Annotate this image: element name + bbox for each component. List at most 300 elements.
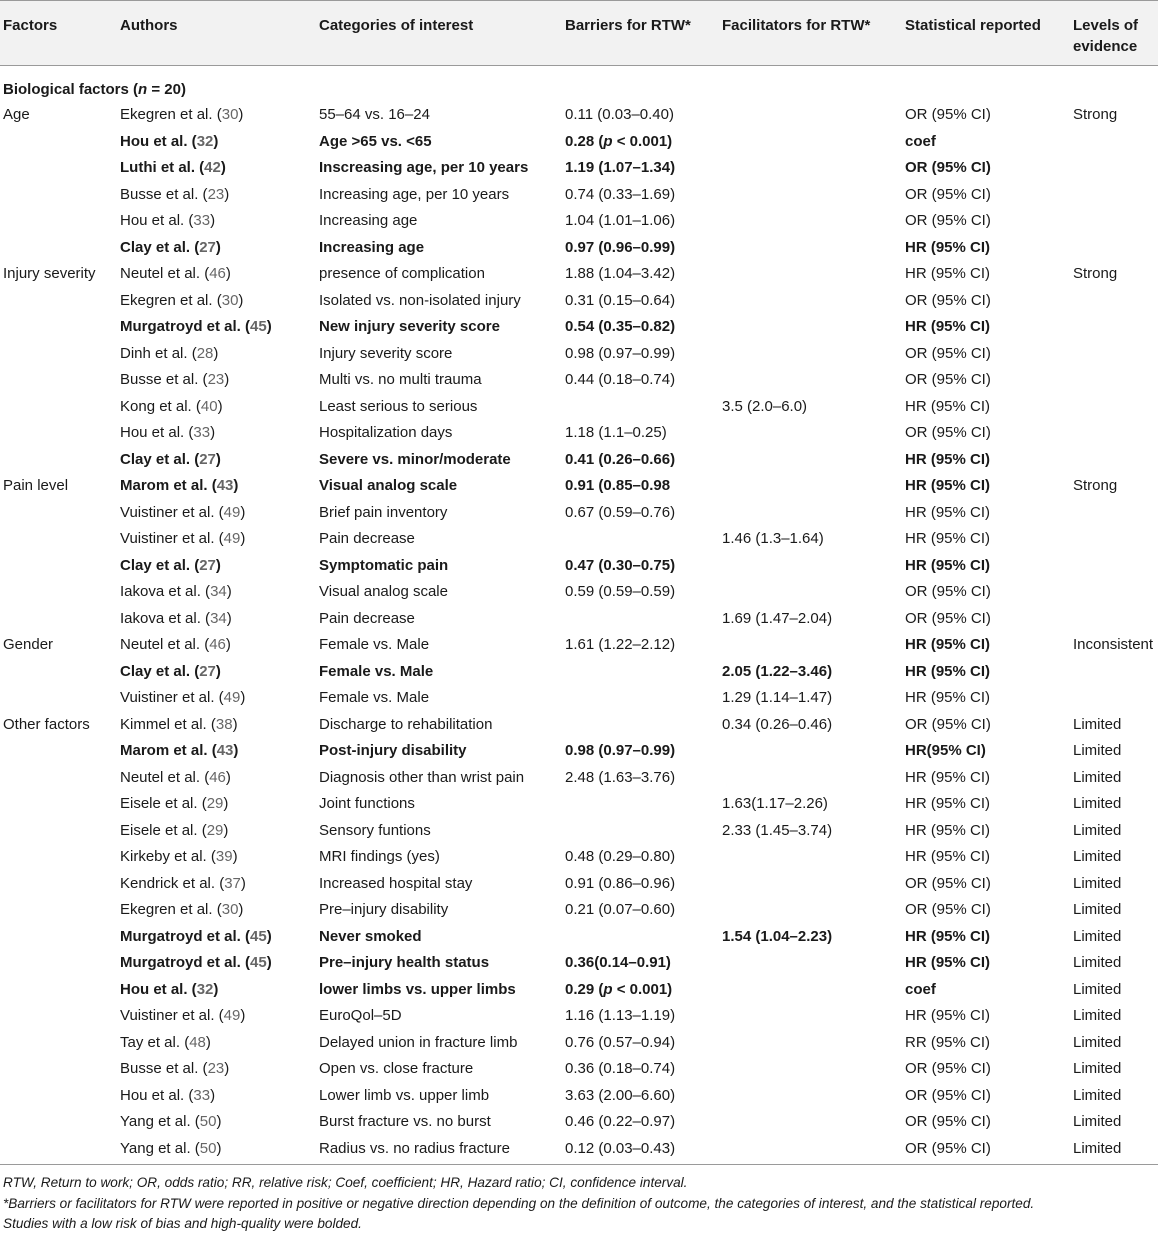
table-row (0, 578, 1158, 605)
factor-cell: Gender (3, 636, 54, 653)
statistic-cell: HR (95% CI) (905, 768, 991, 786)
category-cell: Pre–injury disability (319, 901, 449, 918)
statistic-cell: OR (95% CI) (905, 159, 991, 176)
author-cell: Vuistiner et al. (49) (120, 689, 246, 706)
table-row (0, 737, 1158, 764)
author-cell: Murgatroyd et al. (45) (120, 927, 272, 945)
reference-link[interactable]: 29 (206, 795, 224, 812)
author-name: Clay et al. (120, 556, 191, 574)
table-row (0, 658, 1158, 685)
category-cell: Injury severity score (319, 344, 453, 362)
statistic-cell: OR (95% CI) (905, 344, 991, 362)
barrier-cell: 1.61 (1.22–2.12) (565, 636, 676, 653)
author-name: Neutel et al. (120, 768, 201, 786)
statistic-cell: HR (95% CI) (905, 238, 991, 256)
category-cell: Age >65 vs. <65 (319, 132, 432, 150)
table-row (0, 764, 1158, 791)
table-row (0, 1029, 1158, 1056)
author-cell: Hou et al. (32) (120, 980, 219, 998)
evidence-level-cell: Limited (1073, 848, 1122, 865)
author-cell: Dinh et al. (28) (120, 344, 219, 362)
reference-link[interactable]: 27 (199, 238, 216, 256)
author-name: Hou et al. (120, 132, 188, 150)
barrier-cell: 0.54 (0.35–0.82) (565, 318, 676, 335)
barrier-cell: 1.04 (1.01–1.06) (565, 212, 676, 229)
author-cell: Vuistiner et al. (49) (120, 530, 246, 547)
evidence-level-cell: Limited (1073, 795, 1122, 812)
category-cell: Brief pain inventory (319, 503, 448, 521)
category-cell: Discharge to rehabilitation (319, 715, 493, 733)
facilitator-cell: 2.33 (1.45–3.74) (722, 821, 833, 839)
table-row (0, 340, 1158, 367)
evidence-level-cell: Limited (1073, 715, 1122, 733)
footnote-bolded: Studies with a low risk of bias and high-quality were bolded. (3, 1216, 362, 1231)
table-row (0, 923, 1158, 950)
author-cell: Marom et al. (43) (120, 742, 239, 759)
author-cell: Clay et al. (27) (120, 450, 221, 468)
table-row (0, 605, 1158, 632)
reference-link[interactable]: 40 (200, 397, 218, 415)
category-cell: Burst fracture vs. no burst (319, 1113, 491, 1130)
statistic-cell: HR (95% CI) (905, 397, 991, 415)
author-cell: Hou et al. (33) (120, 424, 216, 441)
reference-link[interactable]: 50 (199, 1139, 217, 1157)
category-cell: Female vs. Male (319, 636, 430, 653)
author-name: Hou et al. (120, 980, 188, 998)
barrier-cell: 0.48 (0.29–0.80) (565, 848, 676, 865)
header-statistical: Statistical reported (905, 17, 1041, 34)
facilitator-cell: 1.69 (1.47–2.04) (722, 609, 833, 627)
author-name: Busse et al. (120, 1060, 199, 1077)
statistic-cell: OR (95% CI) (905, 424, 991, 441)
statistic-cell: OR (95% CI) (905, 185, 991, 203)
evidence-level-cell: Strong (1073, 106, 1118, 123)
reference-link[interactable]: 49 (223, 530, 241, 547)
evidence-level-cell: Limited (1073, 821, 1122, 839)
table-row (0, 393, 1158, 420)
category-cell: Hospitalization days (319, 424, 453, 441)
reference-link[interactable]: 34 (210, 609, 227, 627)
author-name: Vuistiner et al. (120, 503, 215, 521)
evidence-level-cell: Limited (1073, 768, 1122, 786)
reference-link[interactable]: 28 (196, 344, 214, 362)
barrier-cell: 2.48 (1.63–3.76) (565, 768, 676, 786)
author-cell: Busse et al. (23) (120, 185, 230, 203)
table-row (0, 472, 1158, 499)
statistic-cell: OR (95% CI) (905, 1086, 991, 1104)
author-cell: Luthi et al. (42) (120, 159, 226, 176)
barrier-cell: 0.31 (0.15–0.64) (565, 291, 676, 309)
table-row (0, 684, 1158, 711)
statistic-cell: HR (95% CI) (905, 503, 991, 521)
barrier-cell: 0.76 (0.57–0.94) (565, 1033, 676, 1051)
author-name: Murgatroyd et al. (120, 954, 241, 971)
category-cell: Pain decrease (319, 609, 415, 627)
category-cell: Severe vs. minor/moderate (319, 450, 511, 468)
table-row (0, 711, 1158, 738)
barrier-cell: 1.16 (1.13–1.19) (565, 1007, 676, 1024)
barrier-cell: 0.98 (0.97–0.99) (565, 742, 676, 759)
reference-link[interactable]: 45 (250, 318, 267, 335)
factor-cell: Injury severity (3, 265, 96, 282)
barrier-cell: 0.41 (0.26–0.66) (565, 450, 676, 468)
author-cell: Clay et al. (27) (120, 556, 221, 574)
statistic-cell: OR (95% CI) (905, 609, 991, 627)
table-row (0, 101, 1158, 128)
statistic-cell: HR (95% CI) (905, 821, 991, 839)
author-name: Eisele et al. (120, 795, 198, 812)
statistic-cell: OR (95% CI) (905, 715, 991, 733)
statistic-cell: HR (95% CI) (905, 689, 991, 706)
reference-link[interactable]: 46 (209, 768, 226, 786)
facilitator-cell: 1.29 (1.14–1.47) (722, 689, 833, 706)
reference-link[interactable]: 27 (199, 662, 216, 680)
statistic-cell: HR (95% CI) (905, 450, 991, 468)
table-header (0, 0, 1158, 66)
table-row (0, 313, 1158, 340)
category-cell: Open vs. close fracture (319, 1060, 474, 1077)
table-row (0, 525, 1158, 552)
author-cell: Ekegren et al. (30) (120, 291, 244, 309)
barrier-cell: 0.59 (0.59–0.59) (565, 583, 676, 600)
statistic-cell: OR (95% CI) (905, 106, 991, 123)
author-cell: Vuistiner et al. (49) (120, 1007, 246, 1024)
statistic-cell: HR (95% CI) (905, 662, 991, 680)
category-cell: MRI findings (yes) (319, 848, 440, 865)
category-cell: presence of complication (319, 265, 485, 282)
facilitator-cell: 0.34 (0.26–0.46) (722, 715, 833, 733)
barrier-cell: 0.74 (0.33–1.69) (565, 185, 676, 203)
evidence-level-cell: Strong (1073, 265, 1118, 282)
author-name: Hou et al. (120, 212, 185, 229)
category-cell: Least serious to serious (319, 397, 478, 415)
reference-link[interactable]: 27 (199, 450, 216, 468)
reference-link[interactable]: 34 (210, 583, 227, 600)
category-cell: Increased hospital stay (319, 874, 473, 892)
table-row (0, 976, 1158, 1003)
barrier-cell: 0.97 (0.96–0.99) (565, 238, 676, 256)
evidence-level-cell: Limited (1073, 1033, 1122, 1051)
reference-link[interactable]: 30 (221, 106, 239, 123)
author-name: Kendrick et al. (120, 874, 216, 892)
barrier-cell: 1.18 (1.1–0.25) (565, 424, 667, 441)
barrier-cell: 0.98 (0.97–0.99) (565, 344, 676, 362)
footnote-direction: *Barriers or facilitators for RTW were reported in positive or negative direction depending on the definition of outcome, the categories of interest, and the statistical reported. (3, 1196, 1035, 1211)
header-factors: Factors (3, 17, 58, 34)
statistic-cell: OR (95% CI) (905, 874, 991, 892)
reference-link[interactable]: 33 (193, 1086, 211, 1104)
author-name: Clay et al. (120, 662, 191, 680)
barrier-cell: 0.21 (0.07–0.60) (565, 901, 676, 918)
table-row (0, 949, 1158, 976)
author-cell: Neutel et al. (46) (120, 768, 231, 786)
author-name: Yang et al. (120, 1113, 191, 1130)
table-row (0, 870, 1158, 897)
barrier-cell: 0.91 (0.85–0.98 (565, 477, 671, 494)
author-cell: Hou et al. (33) (120, 212, 216, 229)
reference-link[interactable]: 39 (215, 848, 233, 865)
section-label-pre: Biological factors ( (3, 81, 139, 98)
barrier-cell: 0.36 (0.18–0.74) (565, 1060, 676, 1077)
author-cell: Neutel et al. (46) (120, 265, 231, 282)
author-cell: Ekegren et al. (30) (120, 106, 244, 123)
author-cell: Yang et al. (50) (120, 1139, 222, 1157)
author-name: Eisele et al. (120, 821, 198, 839)
reference-link[interactable]: 38 (215, 715, 233, 733)
author-name: Yang et al. (120, 1139, 191, 1157)
header-categories: Categories of interest (319, 17, 474, 34)
author-name: Kimmel et al. (120, 715, 207, 733)
author-cell: Vuistiner et al. (49) (120, 503, 246, 521)
evidence-level-cell: Inconsistent (1073, 636, 1154, 653)
table-row (0, 1135, 1158, 1162)
category-cell: Radius vs. no radius fracture (319, 1139, 510, 1157)
header-authors: Authors (120, 17, 178, 34)
author-name: Vuistiner et al. (120, 689, 215, 706)
header-facilitators: Facilitators for RTW* (722, 17, 871, 34)
category-cell: Delayed union in fracture limb (319, 1033, 518, 1051)
author-cell: Tay et al. (48) (120, 1033, 211, 1051)
section-title (3, 81, 186, 98)
reference-link[interactable]: 23 (207, 185, 225, 203)
author-name: Hou et al. (120, 424, 185, 441)
table-row (0, 817, 1158, 844)
reference-link[interactable]: 32 (196, 980, 214, 998)
category-cell: Post-injury disability (319, 742, 467, 759)
reference-link[interactable]: 23 (207, 371, 225, 388)
author-name: Neutel et al. (120, 636, 201, 653)
reference-link[interactable]: 27 (199, 556, 216, 574)
barrier-cell: 0.44 (0.18–0.74) (565, 371, 676, 388)
statistic-cell: OR (95% CI) (905, 371, 991, 388)
table-row (0, 843, 1158, 870)
table-row (0, 1055, 1158, 1082)
author-cell: Eisele et al. (29) (120, 821, 229, 839)
table-row (0, 207, 1158, 234)
header-levels-line1: Levels of (1073, 17, 1139, 34)
bottom-rule (0, 1164, 1158, 1165)
statistic-cell: HR(95% CI) (905, 742, 986, 759)
statistic-cell: HR (95% CI) (905, 927, 991, 945)
statistic-cell: OR (95% CI) (905, 1113, 991, 1130)
category-cell: Female vs. Male (319, 689, 430, 706)
factor-cell: Other factors (3, 715, 90, 733)
statistic-cell: HR (95% CI) (905, 954, 991, 971)
reference-link[interactable]: 48 (189, 1033, 206, 1051)
category-cell: Female vs. Male (319, 662, 434, 680)
section-label-post: = 20) (147, 81, 186, 98)
reference-link[interactable]: 32 (196, 132, 214, 150)
category-cell: Lower limb vs. upper limb (319, 1086, 490, 1104)
statistic-cell: OR (95% CI) (905, 901, 991, 918)
statistic-cell: coef (905, 980, 936, 998)
reference-link[interactable]: 30 (221, 291, 239, 309)
barrier-cell: 0.28 (p < 0.001) (565, 132, 673, 150)
table-row (0, 631, 1158, 658)
author-cell: Clay et al. (27) (120, 238, 221, 256)
author-cell: Hou et al. (33) (120, 1086, 216, 1104)
factor-cell: Age (3, 106, 30, 123)
author-name: Iakova et al. (120, 609, 201, 627)
category-cell: Multi vs. no multi trauma (319, 371, 482, 388)
statistic-cell: HR (95% CI) (905, 636, 991, 653)
facilitator-cell: 2.05 (1.22–3.46) (722, 662, 833, 680)
category-cell: Visual analog scale (319, 583, 448, 600)
author-name: Kong et al. (120, 397, 192, 415)
author-cell: Kendrick et al. (37) (120, 874, 246, 892)
category-cell: lower limbs vs. upper limbs (319, 980, 516, 998)
reference-link[interactable]: 46 (209, 636, 226, 653)
category-cell: Pre–injury health status (319, 954, 490, 971)
statistic-cell: OR (95% CI) (905, 291, 991, 309)
author-name: Hou et al. (120, 1086, 185, 1104)
footnote-abbreviations: RTW, Return to work; OR, odds ratio; RR, relative risk; Coef, coefficient; HR, Hazard ratio; CI, confidence interval. (3, 1175, 688, 1190)
author-name: Vuistiner et al. (120, 530, 215, 547)
author-cell: Kirkeby et al. (39) (120, 848, 238, 865)
author-name: Ekegren et al. (120, 291, 213, 309)
reference-link[interactable]: 30 (221, 901, 239, 918)
author-name: Iakova et al. (120, 583, 201, 600)
statistic-cell: HR (95% CI) (905, 530, 991, 547)
evidence-level-cell: Limited (1073, 742, 1122, 759)
barrier-cell: 1.88 (1.04–3.42) (565, 265, 676, 282)
author-cell: Ekegren et al. (30) (120, 901, 244, 918)
evidence-level-cell: Limited (1073, 927, 1122, 945)
category-cell: New injury severity score (319, 318, 500, 335)
reference-link[interactable]: 43 (216, 477, 234, 494)
reference-link[interactable]: 37 (224, 874, 241, 892)
category-cell: Joint functions (319, 795, 415, 812)
facilitator-cell: 1.46 (1.3–1.64) (722, 530, 824, 547)
evidence-level-cell: Limited (1073, 874, 1122, 892)
reference-link[interactable]: 46 (209, 265, 226, 282)
evidence-level-cell: Limited (1073, 1139, 1122, 1157)
author-name: Marom et al. (120, 742, 208, 759)
barrier-cell: 3.63 (2.00–6.60) (565, 1086, 676, 1104)
author-cell: Marom et al. (43) (120, 477, 239, 494)
table-row (0, 896, 1158, 923)
evidence-level-cell: Limited (1073, 1060, 1122, 1077)
reference-link[interactable]: 29 (206, 821, 224, 839)
author-name: Murgatroyd et al. (120, 318, 241, 335)
author-cell: Iakova et al. (34) (120, 583, 232, 600)
table-row (0, 260, 1158, 287)
author-name: Tay et al. (120, 1033, 181, 1051)
reference-link[interactable]: 33 (193, 424, 211, 441)
section-label-n: n (138, 81, 148, 98)
author-name: Ekegren et al. (120, 106, 213, 123)
author-cell: Murgatroyd et al. (45) (120, 318, 272, 335)
table-row (0, 154, 1158, 181)
reference-link[interactable]: 42 (204, 159, 221, 176)
evidence-level-cell: Strong (1073, 477, 1118, 494)
category-cell: Increasing age, per 10 years (319, 185, 510, 203)
reference-link[interactable]: 33 (193, 212, 211, 229)
category-cell: Visual analog scale (319, 477, 458, 494)
table-row (0, 499, 1158, 526)
factor-cell: Pain level (3, 477, 69, 494)
category-cell: Never smoked (319, 927, 422, 945)
table-row (0, 181, 1158, 208)
author-name: Kirkeby et al. (120, 848, 207, 865)
author-name: Marom et al. (120, 477, 208, 494)
author-name: Dinh et al. (120, 344, 188, 362)
reference-link[interactable]: 49 (223, 689, 241, 706)
author-cell: Busse et al. (23) (120, 1060, 230, 1077)
statistic-cell: HR (95% CI) (905, 556, 991, 574)
category-cell: Symptomatic pain (319, 556, 449, 574)
table-row (0, 287, 1158, 314)
category-cell: Isolated vs. non-isolated injury (319, 291, 521, 309)
statistic-cell: OR (95% CI) (905, 1139, 991, 1157)
barrier-cell: 0.29 (p < 0.001) (565, 980, 673, 998)
statistic-cell: HR (95% CI) (905, 795, 991, 812)
table-row (0, 128, 1158, 155)
author-cell: Kimmel et al. (38) (120, 715, 238, 733)
table-row (0, 234, 1158, 261)
statistic-cell: HR (95% CI) (905, 318, 991, 335)
reference-link[interactable]: 45 (250, 927, 267, 945)
evidence-level-cell: Limited (1073, 980, 1122, 998)
barrier-cell: 0.47 (0.30–0.75) (565, 556, 676, 574)
facilitator-cell: 1.63(1.17–2.26) (722, 795, 828, 812)
table-row (0, 419, 1158, 446)
evidence-level-cell: Limited (1073, 954, 1122, 971)
statistic-cell: HR (95% CI) (905, 1007, 991, 1024)
author-cell: Murgatroyd et al. (45) (120, 954, 272, 971)
facilitator-cell: 1.54 (1.04–2.23) (722, 927, 833, 945)
evidence-level-cell: Limited (1073, 1086, 1122, 1104)
author-cell: Busse et al. (23) (120, 371, 230, 388)
author-cell: Yang et al. (50) (120, 1113, 222, 1130)
author-name: Busse et al. (120, 371, 199, 388)
evidence-level-cell: Limited (1073, 901, 1122, 918)
statistic-cell: coef (905, 132, 936, 150)
author-name: Clay et al. (120, 450, 191, 468)
author-name: Busse et al. (120, 185, 199, 203)
barrier-cell: 0.36(0.14–0.91) (565, 954, 671, 971)
reference-link[interactable]: 49 (223, 503, 241, 521)
table-row (0, 1002, 1158, 1029)
reference-link[interactable]: 49 (223, 1007, 241, 1024)
reference-link[interactable]: 43 (216, 742, 234, 759)
category-cell: Inscreasing age, per 10 years (319, 159, 529, 176)
statistic-cell: OR (95% CI) (905, 1060, 991, 1077)
author-name: Clay et al. (120, 238, 191, 256)
category-cell: Pain decrease (319, 530, 415, 547)
author-name: Neutel et al. (120, 265, 201, 282)
reference-link[interactable]: 45 (250, 954, 267, 971)
author-name: Vuistiner et al. (120, 1007, 215, 1024)
barrier-cell: 0.67 (0.59–0.76) (565, 503, 676, 521)
statistic-cell: RR (95% CI) (905, 1033, 991, 1051)
barrier-cell: 1.19 (1.07–1.34) (565, 159, 676, 176)
author-cell: Eisele et al. (29) (120, 795, 229, 812)
facilitator-cell: 3.5 (2.0–6.0) (722, 397, 808, 415)
category-cell: Diagnosis other than wrist pain (319, 768, 525, 786)
table-row (0, 1082, 1158, 1109)
reference-link[interactable]: 23 (207, 1060, 225, 1077)
category-cell: Increasing age (319, 212, 418, 229)
barrier-cell: 0.46 (0.22–0.97) (565, 1113, 676, 1130)
category-cell: EuroQol–5D (319, 1007, 402, 1024)
statistic-cell: HR (95% CI) (905, 848, 991, 865)
header-levels (1073, 15, 1138, 57)
reference-link[interactable]: 50 (199, 1113, 217, 1130)
category-cell: Increasing age (319, 238, 425, 256)
table-row (0, 366, 1158, 393)
author-name: Luthi et al. (120, 159, 195, 176)
